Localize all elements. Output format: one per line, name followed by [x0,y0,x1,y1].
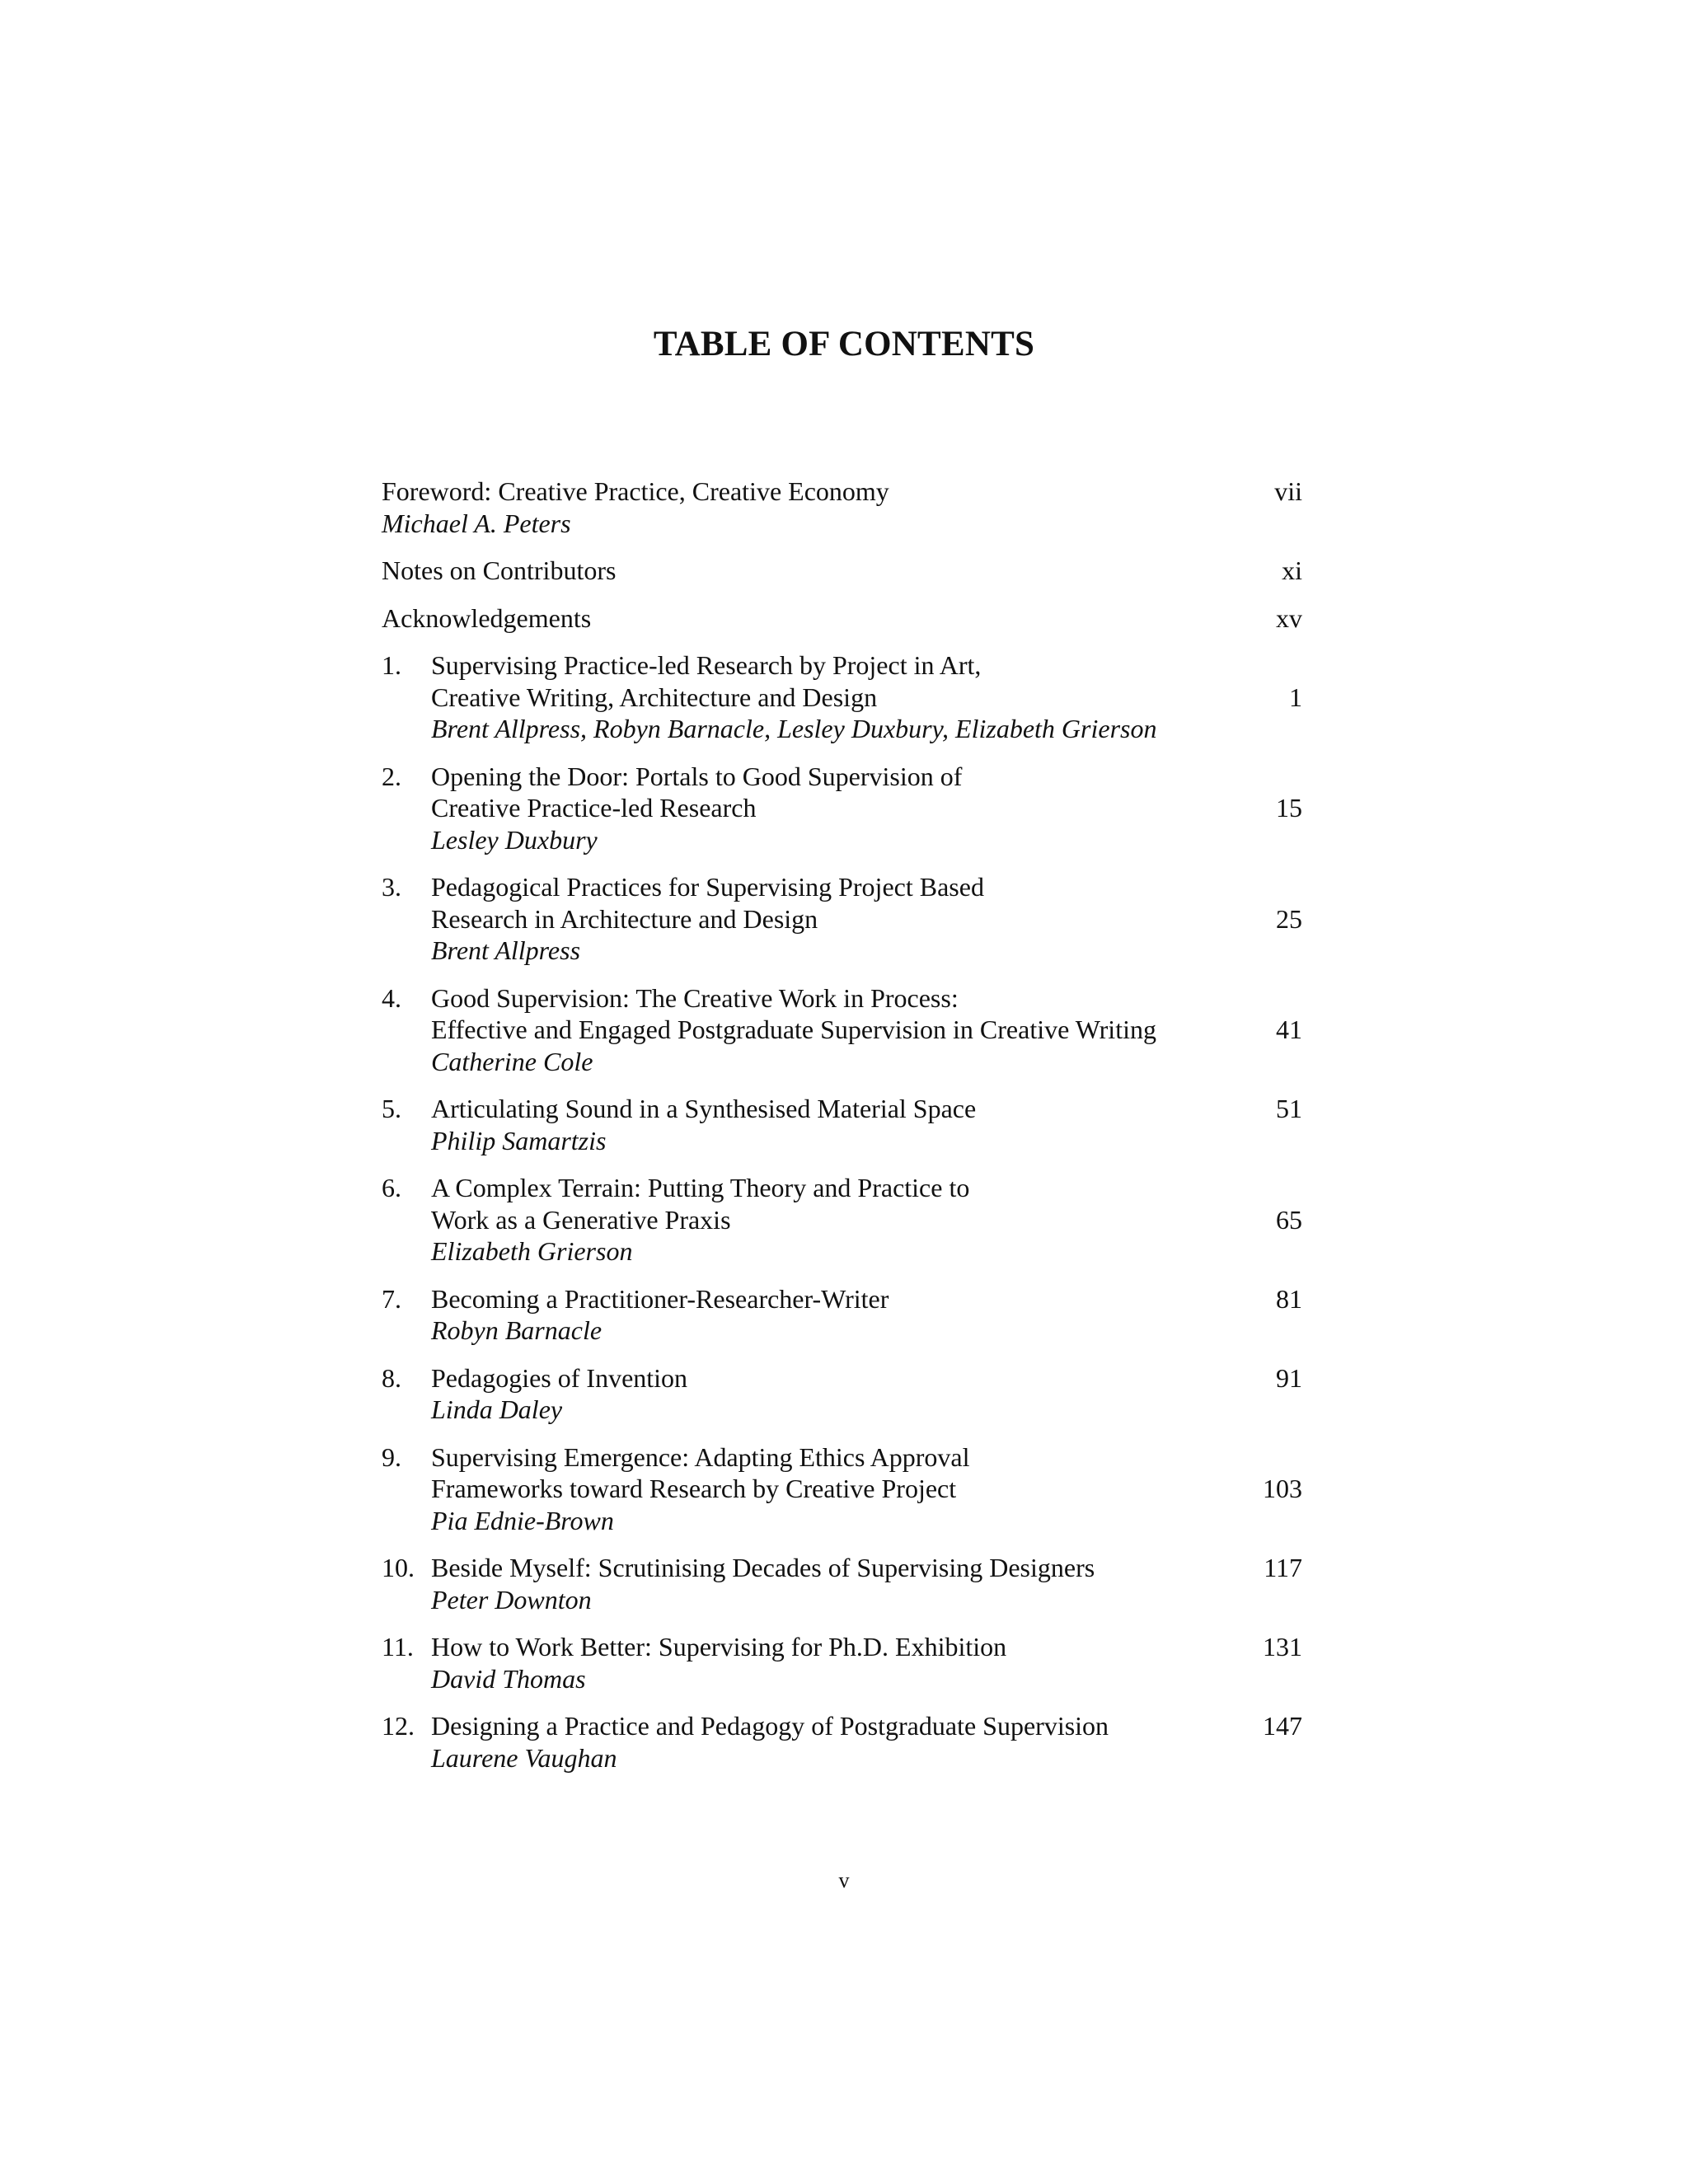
footer-page-number: v [838,1868,850,1892]
entry-author: Pia Ednie-Brown [431,1505,614,1535]
toc-chapter-entry [382,1441,1302,1537]
entry-page-number: 15 [1276,793,1302,823]
entry-title-line: Effective and Engaged Postgraduate Supervision in Creative Writing [431,1015,1156,1044]
toc-chapter-entry [382,1172,1302,1268]
table-of-contents [382,476,1302,1789]
toc-chapter-entry [382,761,1302,856]
entry-text [431,982,1236,1078]
entry-page-number: 1 [1289,682,1302,712]
entry-author: Brent Allpress [431,935,581,965]
entry-title-line: Research in Architecture and Design [431,903,818,934]
toc-chapter-entry [382,1710,1302,1774]
toc-front-matter-entry [382,476,1302,539]
entry-author: Brent Allpress, Robyn Barnacle, Lesley Duxbury, Elizabeth Grierson [431,714,1157,743]
entry-page-number: 131 [1263,1632,1302,1661]
entry-title-line: Beside Myself: Scrutinising Decades of Supervising Designers [431,1553,1095,1582]
entry-author: Linda Daley [431,1394,563,1424]
entry-text [431,871,1236,967]
chapter-number: 8. [382,1362,401,1393]
chapter-number: 11. [382,1632,414,1661]
entry-title-line: Work as a Generative Praxis [431,1204,731,1235]
chapter-number: 7. [382,1283,401,1314]
entry-title-line: A Complex Terrain: Putting Theory and Practice to [431,1173,970,1202]
entry-author: Peter Downton [431,1584,592,1615]
entry-author: Michael A. Peters [382,508,571,538]
entry-page-number: 91 [1276,1362,1302,1393]
entry-author: Laurene Vaughan [431,1742,617,1773]
entry-title-line: Creative Practice-led Research [431,793,757,823]
entry-page-number: 103 [1263,1474,1302,1503]
entry-title-line: Pedagogical Practices for Supervising Project Based [431,872,984,902]
entry-title-line: Creative Writing, Architecture and Design [431,682,878,712]
entry-title-line: Pedagogies of Invention [431,1362,688,1393]
chapter-number: 1. [382,650,401,680]
entry-title-line: Good Supervision: The Creative Work in Process: [431,982,959,1013]
entry-text [431,1362,1236,1426]
entry-page-number: 147 [1263,1711,1302,1741]
chapter-number: 10. [382,1553,415,1582]
chapter-number: 4. [382,982,401,1013]
entry-author: Catherine Cole [431,1046,593,1076]
entry-text [431,1093,1236,1156]
toc-chapter-entry [382,1631,1302,1694]
entry-title-line: Acknowledgements [382,602,592,633]
entry-text [431,1283,1236,1347]
toc-chapter-entry [382,1283,1302,1347]
entry-text [431,761,1236,856]
entry-text [382,476,1236,539]
toc-chapter-entry [382,871,1302,967]
entry-title-line: Frameworks toward Research by Creative Project [431,1474,957,1503]
entry-title-line: Foreword: Creative Practice, Creative Economy [382,476,889,506]
toc-chapter-entry [382,982,1302,1078]
toc-chapter-entry [382,1552,1302,1615]
chapter-number: 6. [382,1173,401,1202]
entry-page-number: xv [1276,602,1302,633]
chapter-number: 12. [382,1711,415,1741]
toc-chapter-entry [382,649,1302,745]
entry-author: David Thomas [431,1663,586,1694]
entry-title-line: Articulating Sound in a Synthesised Material Space [431,1094,977,1123]
entry-author: Philip Samartzis [431,1125,607,1155]
chapter-number: 9. [382,1441,401,1472]
entry-page-number: 81 [1276,1283,1302,1314]
entry-text [382,602,1236,635]
entry-text [431,1631,1236,1694]
page-title: TABLE OF CONTENTS [653,325,1035,363]
entry-title-line: Opening the Door: Portals to Good Supervision of [431,761,963,791]
chapter-number: 3. [382,872,401,902]
chapter-number: 5. [382,1094,401,1123]
entry-text [382,555,1236,587]
entry-page-number: 117 [1264,1553,1302,1582]
toc-front-matter-entry [382,555,1302,587]
toc-front-matter-entry [382,602,1302,635]
entry-text [431,1172,1236,1268]
entry-text [431,1710,1236,1774]
entry-author: Elizabeth Grierson [431,1236,633,1266]
entry-title-line: Supervising Practice-led Research by Project in Art, [431,650,982,680]
entry-author: Lesley Duxbury [431,824,598,855]
entry-text [431,1552,1236,1615]
entry-page-number: 25 [1276,903,1302,934]
entry-page-number: vii [1274,476,1302,506]
entry-author: Robyn Barnacle [431,1315,603,1345]
entry-title-line: How to Work Better: Supervising for Ph.D. Exhibition [431,1632,1007,1661]
entry-title-line: Becoming a Practitioner-Researcher-Writer [431,1283,889,1314]
entry-text [431,649,1236,745]
entry-title-line: Notes on Contributors [382,555,617,585]
entry-page-number: 51 [1276,1094,1302,1123]
entry-page-number: 65 [1276,1204,1302,1235]
chapter-number: 2. [382,761,401,791]
entry-title-line: Supervising Emergence: Adapting Ethics Approval [431,1441,970,1472]
entry-page-number: 41 [1276,1015,1302,1044]
entry-page-number: xi [1282,555,1302,585]
entry-title-line: Designing a Practice and Pedagogy of Postgraduate Supervision [431,1711,1109,1741]
entry-text [431,1441,1236,1537]
toc-chapter-entry [382,1093,1302,1156]
toc-chapter-entry [382,1362,1302,1426]
